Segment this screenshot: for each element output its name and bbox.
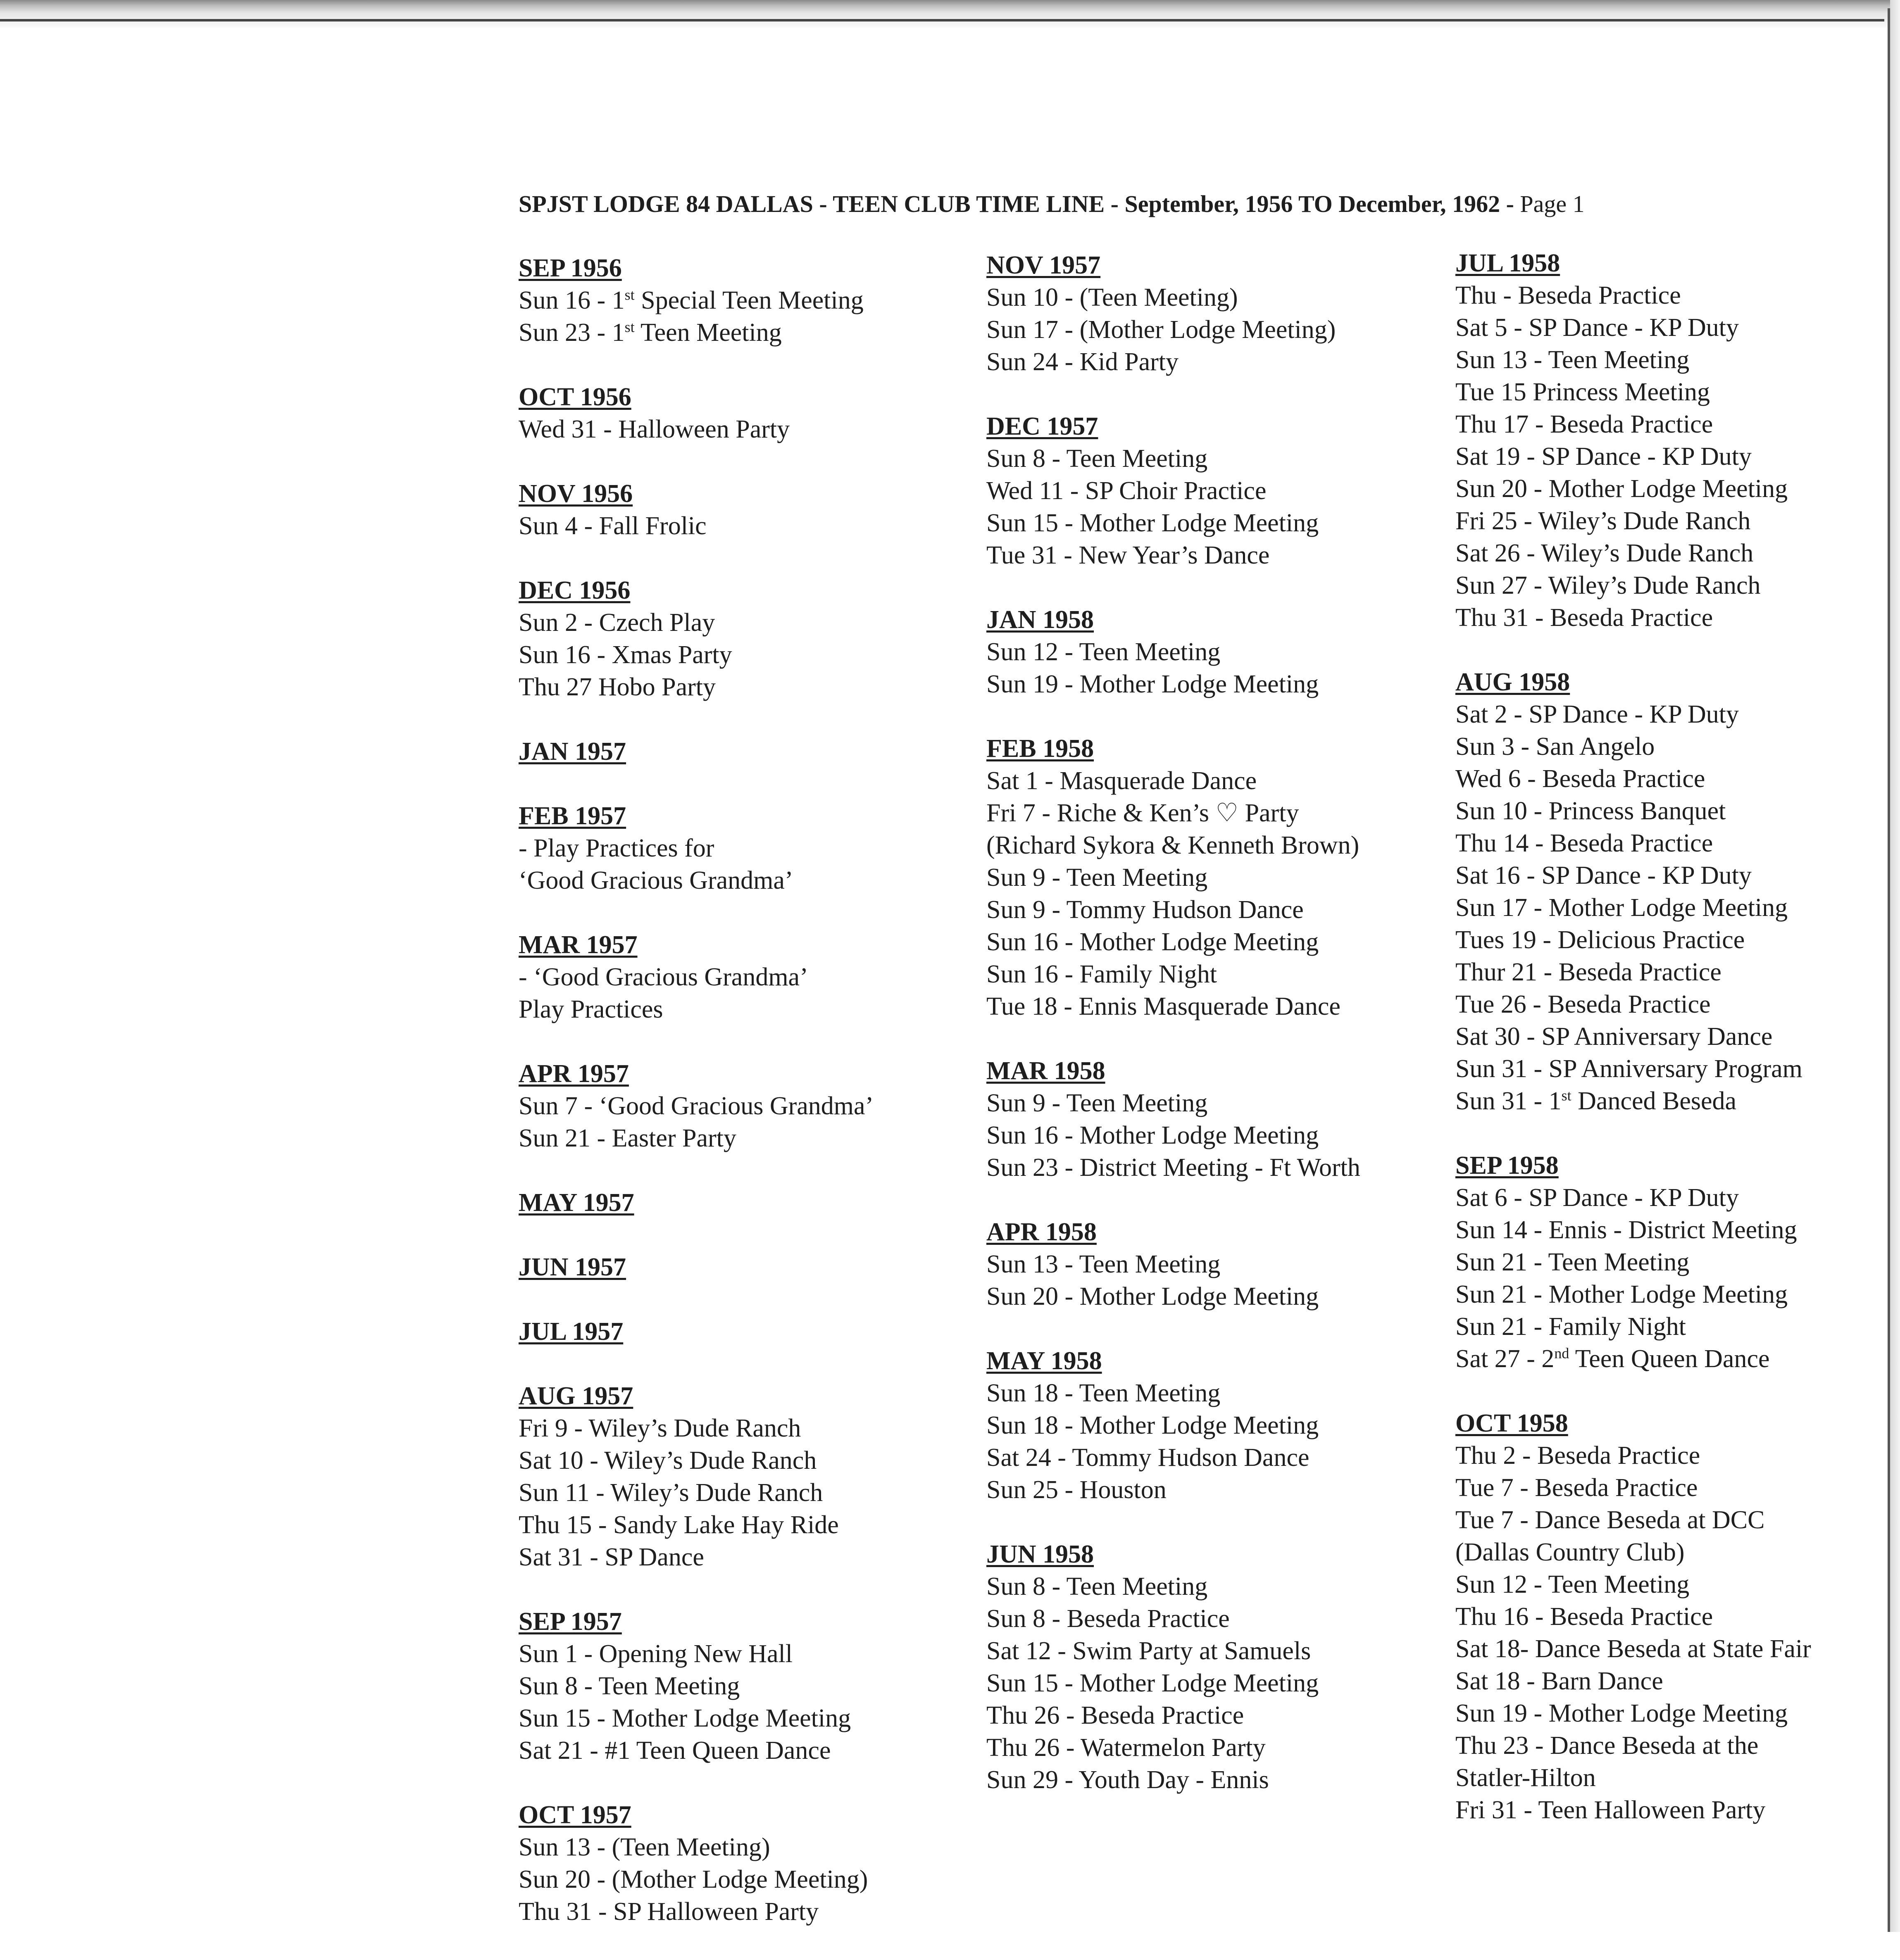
month-header: NOV 1956 [519, 480, 633, 508]
month-block [519, 735, 986, 768]
event-entry [1455, 505, 1900, 537]
month-header: DEC 1956 [519, 576, 631, 604]
scanner-edge-line-top [0, 19, 1884, 21]
event-text: Sun 23 - District Meeting - Ft Worth [986, 1154, 1360, 1182]
event-entry [1455, 376, 1900, 408]
event-entry [1455, 1214, 1900, 1246]
month-header: JAN 1957 [519, 737, 626, 766]
month-header: APR 1958 [986, 1218, 1097, 1246]
event-entry [519, 413, 986, 445]
event-text: Fri 7 - Riche & Ken’s ♡ Party [986, 799, 1299, 827]
event-text: Sun 19 - Mother Lodge Meeting [1455, 1699, 1788, 1727]
month-block [519, 1058, 986, 1154]
month-block [519, 1380, 986, 1573]
ordinal-suffix: st [1561, 1087, 1571, 1104]
ordinal-suffix: st [624, 286, 635, 303]
event-text: Thu 14 - Beseda Practice [1455, 829, 1713, 857]
event-entry [519, 1412, 986, 1444]
event-text: Sat 1 - Masquerade Dance [986, 767, 1257, 795]
event-entry [1455, 1053, 1900, 1085]
event-text: Tue 7 - Beseda Practice [1455, 1474, 1698, 1502]
event-text: Sun 17 - (Mother Lodge Meeting) [986, 316, 1336, 344]
event-entry [1455, 1729, 1900, 1762]
event-entry [519, 1670, 986, 1702]
event-entry [1455, 1020, 1900, 1053]
event-entry [519, 1477, 986, 1509]
event-text: Sat 5 - SP Dance - KP Duty [1455, 314, 1739, 342]
event-text: Tues 19 - Delicious Practice [1455, 926, 1745, 954]
event-entry [1455, 1311, 1900, 1343]
month-header: JUN 1958 [986, 1540, 1094, 1568]
scanner-edge-top [0, 0, 1900, 29]
event-entry [1455, 1439, 1900, 1472]
page-title-main: SPJST LODGE 84 DALLAS - TEEN CLUB TIME LINE - September, 1956 TO December, 1962 - [519, 190, 1514, 217]
event-text-cont: Danced Beseda [1571, 1087, 1737, 1115]
page-number: Page 1 [1520, 190, 1585, 217]
page-title [519, 190, 1882, 218]
event-entry [1455, 312, 1900, 344]
event-entry [986, 346, 1453, 378]
event-entry [986, 1119, 1453, 1151]
event-entry [986, 539, 1453, 571]
event-entry [986, 958, 1453, 990]
event-text: Sun 16 - Family Night [986, 960, 1217, 988]
month-block [986, 733, 1453, 1023]
event-text: Sun 17 - Mother Lodge Meeting [1455, 894, 1788, 922]
event-text: Tue 7 - Dance Beseda at DCC [1455, 1506, 1765, 1534]
event-text: Wed 6 - Beseda Practice [1455, 765, 1705, 793]
event-entry [519, 316, 986, 349]
month-block [519, 381, 986, 445]
event-entry [1455, 1246, 1900, 1278]
event-text: Sun 16 - 1 [519, 286, 625, 314]
event-entry [519, 1638, 986, 1670]
month-block [1455, 1407, 1900, 1826]
month-block [986, 604, 1453, 700]
event-text: Sun 16 - Xmas Party [519, 641, 732, 669]
event-entry [519, 1090, 986, 1122]
event-text: Thu 16 - Beseda Practice [1455, 1603, 1713, 1631]
event-text: Sun 10 - Princess Banquet [1455, 797, 1726, 825]
month-header: AUG 1958 [1455, 668, 1570, 696]
month-block [519, 1799, 986, 1928]
event-text: Sun 9 - Teen Meeting [986, 863, 1208, 892]
event-text: Fri 31 - Teen Halloween Party [1455, 1796, 1766, 1824]
month-block [986, 249, 1453, 378]
event-entry [519, 607, 986, 639]
event-text: Sun 23 - 1 [519, 319, 625, 347]
event-text: Wed 11 - SP Choir Practice [986, 477, 1267, 505]
event-entry [519, 961, 986, 993]
event-text: Thu 15 - Sandy Lake Hay Ride [519, 1511, 839, 1539]
month-header: JUN 1957 [519, 1253, 626, 1281]
event-entry [1455, 1665, 1900, 1697]
event-entry [519, 993, 986, 1025]
event-text: Tue 31 - New Year’s Dance [986, 541, 1270, 569]
event-text: Sat 16 - SP Dance - KP Duty [1455, 861, 1752, 890]
event-entry [986, 668, 1453, 700]
event-entry [1455, 892, 1900, 924]
event-entry [986, 1280, 1453, 1313]
event-text: Sun 8 - Teen Meeting [519, 1672, 740, 1700]
month-header: JUL 1957 [519, 1318, 624, 1346]
month-header: NOV 1957 [986, 251, 1101, 279]
event-text: Sat 6 - SP Dance - KP Duty [1455, 1184, 1739, 1212]
event-entry [519, 1509, 986, 1541]
month-block [986, 410, 1453, 571]
event-text: Sun 31 - 1 [1455, 1087, 1562, 1115]
event-entry [519, 1541, 986, 1573]
event-entry [1455, 1182, 1900, 1214]
event-text: Thu 26 - Watermelon Party [986, 1734, 1266, 1762]
event-text: Sat 31 - SP Dance [519, 1543, 704, 1571]
event-entry [519, 284, 986, 316]
event-text: Sun 8 - Beseda Practice [986, 1605, 1230, 1633]
event-entry [986, 1603, 1453, 1635]
event-entry [519, 1734, 986, 1767]
timeline-column-left [519, 252, 986, 1960]
month-header: SEP 1956 [519, 254, 622, 282]
event-entry [986, 1732, 1453, 1764]
event-text: Sun 20 - Mother Lodge Meeting [986, 1282, 1319, 1311]
event-entry [986, 1248, 1453, 1280]
month-header: OCT 1958 [1455, 1409, 1568, 1437]
event-entry [1455, 473, 1900, 505]
event-entry [1455, 1762, 1900, 1794]
event-text: Fri 9 - Wiley’s Dude Ranch [519, 1414, 801, 1442]
event-text: Sun 21 - Mother Lodge Meeting [1455, 1280, 1788, 1308]
event-entry [1455, 1343, 1900, 1375]
month-block [519, 929, 986, 1025]
event-text: Sun 16 - Mother Lodge Meeting [986, 1121, 1319, 1149]
event-text: Sat 19 - SP Dance - KP Duty [1455, 442, 1752, 471]
event-text: Sun 15 - Mother Lodge Meeting [986, 1669, 1319, 1697]
event-entry [986, 1409, 1453, 1441]
event-text: Thu 31 - Beseda Practice [1455, 604, 1713, 632]
event-text: Sat 18 - Barn Dance [1455, 1667, 1663, 1695]
event-text: Thur 21 - Beseda Practice [1455, 958, 1721, 986]
event-text: Sun 18 - Mother Lodge Meeting [986, 1411, 1319, 1439]
month-block [519, 574, 986, 703]
event-text: Sun 20 - Mother Lodge Meeting [1455, 475, 1788, 503]
event-entry [519, 1863, 986, 1896]
event-entry [1455, 1536, 1900, 1568]
event-text: Sun 2 - Czech Play [519, 609, 715, 637]
event-entry [1455, 1568, 1900, 1601]
event-entry [1455, 440, 1900, 473]
event-entry [519, 639, 986, 671]
event-entry [519, 510, 986, 542]
month-header: OCT 1957 [519, 1801, 631, 1829]
event-text: Sat 21 - #1 Teen Queen Dance [519, 1736, 831, 1765]
event-text: Sun 7 - ‘Good Gracious Grandma’ [519, 1092, 874, 1120]
event-entry [1455, 537, 1900, 569]
event-text: Sun 15 - Mother Lodge Meeting [986, 509, 1319, 537]
event-entry [1455, 763, 1900, 795]
event-entry [1455, 988, 1900, 1020]
event-text: Sat 12 - Swim Party at Samuels [986, 1637, 1311, 1665]
event-entry [986, 281, 1453, 314]
month-block [519, 1251, 986, 1283]
month-header: SEP 1957 [519, 1608, 622, 1636]
event-entry [519, 864, 986, 897]
event-entry [986, 797, 1453, 829]
event-text: Sun 11 - Wiley’s Dude Ranch [519, 1479, 823, 1507]
month-block [1455, 666, 1900, 1117]
event-text: Sun 15 - Mother Lodge Meeting [519, 1704, 851, 1732]
event-text: Sun 8 - Teen Meeting [986, 445, 1208, 473]
event-entry [519, 832, 986, 864]
timeline-column-right [1455, 247, 1900, 1858]
event-entry [986, 1699, 1453, 1732]
event-text: Sun 21 - Easter Party [519, 1124, 736, 1152]
event-entry [986, 861, 1453, 894]
event-entry [986, 1377, 1453, 1409]
event-entry [986, 1441, 1453, 1474]
event-text: Sat 30 - SP Anniversary Dance [1455, 1023, 1773, 1051]
event-text: Sun 13 - Teen Meeting [1455, 346, 1690, 374]
event-text: Sun 29 - Youth Day - Ennis [986, 1766, 1269, 1794]
event-text: Sun 13 - Teen Meeting [986, 1250, 1221, 1278]
event-text: Thu 26 - Beseda Practice [986, 1701, 1244, 1729]
event-entry [1455, 1794, 1900, 1826]
event-entry [519, 1831, 986, 1863]
event-text: Sun 14 - Ennis - District Meeting [1455, 1216, 1797, 1244]
event-text: Sun 12 - Teen Meeting [986, 638, 1221, 666]
event-text: Play Practices [519, 995, 663, 1023]
event-text: Fri 25 - Wiley’s Dude Ranch [1455, 507, 1751, 535]
month-header: JAN 1958 [986, 606, 1094, 634]
event-entry [1455, 795, 1900, 827]
event-text: Sun 16 - Mother Lodge Meeting [986, 928, 1319, 956]
month-header: APR 1957 [519, 1060, 629, 1088]
event-text-cont: Teen Meeting [634, 319, 782, 347]
event-entry [986, 636, 1453, 668]
month-header: FEB 1957 [519, 802, 626, 830]
month-block [1455, 1149, 1900, 1375]
event-entry [1455, 602, 1900, 634]
month-block [519, 800, 986, 897]
event-entry [986, 314, 1453, 346]
event-text: Sun 1 - Opening New Hall [519, 1640, 793, 1668]
month-header: MAR 1957 [519, 931, 638, 959]
event-entry [519, 1444, 986, 1477]
event-entry [1455, 956, 1900, 988]
event-entry [1455, 730, 1900, 763]
event-entry [986, 1764, 1453, 1796]
event-text: Thu 17 - Beseda Practice [1455, 410, 1713, 438]
event-entry [986, 1474, 1453, 1506]
event-text: Tue 15 Princess Meeting [1455, 378, 1710, 406]
month-block [519, 1187, 986, 1219]
event-text: Sun 9 - Teen Meeting [986, 1089, 1208, 1117]
event-entry [1455, 1504, 1900, 1536]
event-entry [986, 894, 1453, 926]
event-text: Sun 9 - Tommy Hudson Dance [986, 896, 1304, 924]
month-header: MAY 1957 [519, 1189, 634, 1217]
event-text: Thu 23 - Dance Beseda at the [1455, 1732, 1759, 1760]
month-block [519, 478, 986, 542]
event-entry [986, 990, 1453, 1023]
event-text: Statler-Hilton [1455, 1764, 1596, 1792]
month-block [519, 1315, 986, 1348]
ordinal-suffix: nd [1554, 1345, 1569, 1362]
event-text: Thu - Beseda Practice [1455, 281, 1681, 309]
event-text: Sun 24 - Kid Party [986, 348, 1179, 376]
event-text: Sun 21 - Family Night [1455, 1313, 1686, 1341]
event-text: Thu 2 - Beseda Practice [1455, 1441, 1700, 1470]
event-entry [1455, 1085, 1900, 1117]
event-text: Wed 31 - Halloween Party [519, 415, 790, 443]
event-text: ‘Good Gracious Grandma’ [519, 866, 793, 894]
month-block [986, 1216, 1453, 1313]
event-text: Sat 26 - Wiley’s Dude Ranch [1455, 539, 1754, 567]
event-text: (Richard Sykora & Kenneth Brown) [986, 831, 1360, 859]
month-header: AUG 1957 [519, 1382, 633, 1410]
month-header: MAR 1958 [986, 1057, 1105, 1085]
event-text: Sun 19 - Mother Lodge Meeting [986, 670, 1319, 698]
event-entry [986, 926, 1453, 958]
event-entry [986, 1151, 1453, 1184]
event-text: Sat 2 - SP Dance - KP Duty [1455, 700, 1739, 728]
event-entry [519, 1896, 986, 1928]
event-entry [986, 475, 1453, 507]
event-entry [1455, 1278, 1900, 1311]
event-entry [1455, 1697, 1900, 1729]
month-block [519, 252, 986, 349]
event-text: Sun 12 - Teen Meeting [1455, 1570, 1690, 1598]
event-entry [1455, 924, 1900, 956]
event-entry [1455, 827, 1900, 859]
event-entry [986, 765, 1453, 797]
event-text: Sun 25 - Houston [986, 1476, 1167, 1504]
event-entry [1455, 408, 1900, 440]
event-text: Sun 21 - Teen Meeting [1455, 1248, 1690, 1276]
event-entry [986, 829, 1453, 861]
event-text: Sun 4 - Fall Frolic [519, 512, 707, 540]
event-text: Sun 3 - San Angelo [1455, 733, 1655, 761]
event-entry [986, 1570, 1453, 1603]
event-text: Sun 18 - Teen Meeting [986, 1379, 1221, 1407]
event-text: Thu 27 Hobo Party [519, 673, 716, 701]
event-text: Sat 27 - 2 [1455, 1345, 1555, 1373]
event-entry [1455, 344, 1900, 376]
event-entry [986, 1087, 1453, 1119]
event-text: Sun 13 - (Teen Meeting) [519, 1833, 770, 1861]
event-text: Sun 27 - Wiley’s Dude Ranch [1455, 571, 1761, 599]
event-text: Sun 31 - SP Anniversary Program [1455, 1055, 1802, 1083]
event-text: Sun 8 - Teen Meeting [986, 1572, 1208, 1601]
month-block [986, 1345, 1453, 1506]
event-entry [986, 1667, 1453, 1699]
event-entry [986, 507, 1453, 539]
month-block [986, 1538, 1453, 1796]
event-text: Thu 31 - SP Halloween Party [519, 1898, 819, 1926]
event-entry [1455, 1472, 1900, 1504]
event-entry [1455, 279, 1900, 312]
event-text-cont: Special Teen Meeting [634, 286, 864, 314]
event-entry [1455, 1633, 1900, 1665]
event-text: (Dallas Country Club) [1455, 1538, 1685, 1566]
event-text: Tue 18 - Ennis Masquerade Dance [986, 992, 1340, 1020]
month-header: DEC 1957 [986, 412, 1098, 440]
event-entry [986, 442, 1453, 475]
event-text-cont: Teen Queen Dance [1569, 1345, 1770, 1373]
month-header: FEB 1958 [986, 735, 1094, 763]
event-entry [1455, 859, 1900, 892]
event-text: Sat 10 - Wiley’s Dude Ranch [519, 1446, 817, 1475]
event-text: Sun 20 - (Mother Lodge Meeting) [519, 1865, 868, 1893]
month-header: OCT 1956 [519, 383, 631, 411]
event-entry [1455, 1601, 1900, 1633]
month-header: MAY 1958 [986, 1347, 1102, 1375]
month-block [519, 1606, 986, 1767]
event-text: Tue 26 - Beseda Practice [1455, 990, 1711, 1018]
ordinal-suffix: st [624, 319, 635, 335]
event-entry [519, 671, 986, 703]
timeline-column-middle [986, 249, 1453, 1828]
event-text: - ‘Good Gracious Grandma’ [519, 963, 808, 991]
month-header: SEP 1958 [1455, 1151, 1559, 1180]
event-entry [1455, 698, 1900, 730]
month-header: JUL 1958 [1455, 249, 1560, 277]
event-text: Sat 24 - Tommy Hudson Dance [986, 1444, 1310, 1472]
event-entry [986, 1635, 1453, 1667]
month-block [986, 1055, 1453, 1184]
event-entry [519, 1702, 986, 1734]
event-text: Sat 18- Dance Beseda at State Fair [1455, 1635, 1811, 1663]
event-text: - Play Practices for [519, 834, 714, 862]
month-block [1455, 247, 1900, 634]
event-text: Sun 10 - (Teen Meeting) [986, 283, 1238, 312]
event-entry [519, 1122, 986, 1154]
event-entry [1455, 569, 1900, 602]
